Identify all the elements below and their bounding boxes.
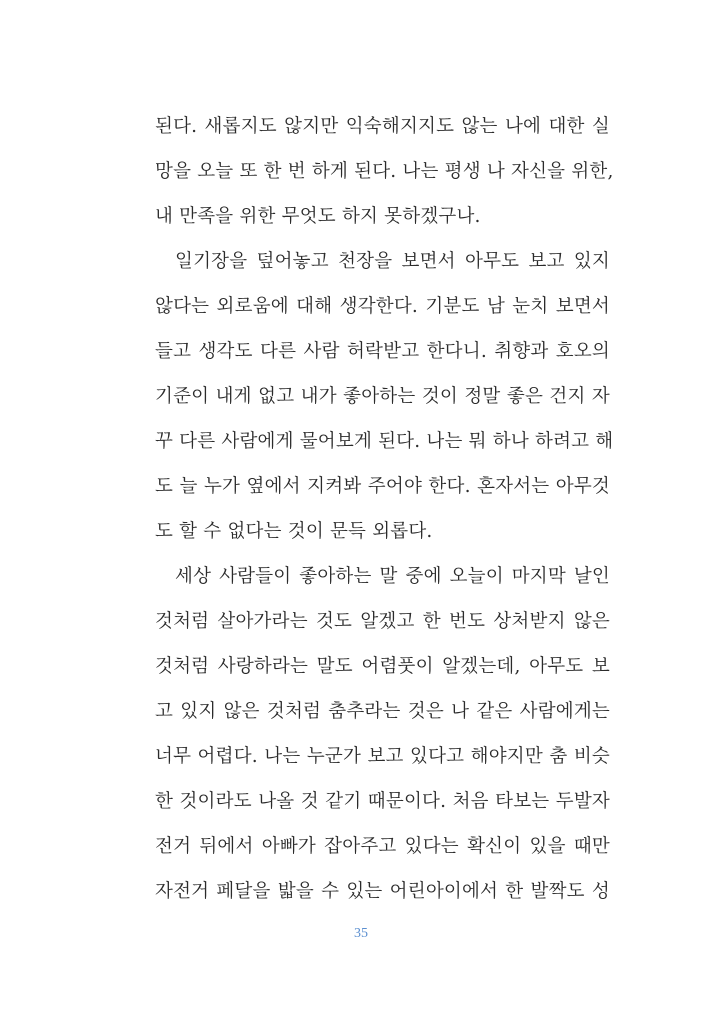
text-line: 자전거 페달을 밟을 수 있는 어린아이에서 한 발짝도 성 xyxy=(155,881,610,902)
text-line: 고 있지 않은 것처럼 춤추라는 것은 나 같은 사람에게는 xyxy=(155,701,610,722)
body-text xyxy=(155,104,614,914)
text-line: 꾸 다른 사람에게 물어보게 된다. 나는 뭐 하나 하려고 해 xyxy=(155,431,614,452)
text-line: 된다. 새롭지도 않지만 익숙해지지도 않는 나에 대한 실 xyxy=(155,116,610,137)
text-line: 것처럼 살아가라는 것도 알겠고 한 번도 상처받지 않은 xyxy=(155,611,610,632)
text-line: 도 할 수 없다는 것이 문득 외롭다. xyxy=(155,521,433,542)
text-line: 도 늘 누가 옆에서 지켜봐 주어야 한다. 혼자서는 아무것 xyxy=(155,476,610,497)
text-line: 기준이 내게 없고 내가 좋아하는 것이 정말 좋은 건지 자 xyxy=(155,386,610,407)
text-line: 않다는 외로움에 대해 생각한다. 기분도 남 눈치 보면서 xyxy=(155,296,610,317)
text-line: 것처럼 사랑하라는 말도 어렴풋이 알겠는데, 아무도 보 xyxy=(155,656,610,677)
text-line: 한 것이라도 나올 것 같기 때문이다. 처음 타보는 두발자 xyxy=(155,791,610,812)
text-line: 내 만족을 위한 무엇도 하지 못하겠구나. xyxy=(155,206,481,227)
text-line: 일기장을 덮어놓고 천장을 보면서 아무도 보고 있지 xyxy=(175,251,610,272)
text-line: 망을 오늘 또 한 번 하게 된다. 나는 평생 나 자신을 위한, xyxy=(155,161,614,182)
page-number: 35 xyxy=(354,926,368,941)
text-line: 들고 생각도 다른 사람 허락받고 한다니. 취향과 호오의 xyxy=(155,341,610,362)
text-line: 너무 어렵다. 나는 누군가 보고 있다고 해야지만 춤 비슷 xyxy=(155,746,610,767)
text-line: 세상 사람들이 좋아하는 말 중에 오늘이 마지막 날인 xyxy=(175,566,610,587)
text-line: 전거 뒤에서 아빠가 잡아주고 있다는 확신이 있을 때만 xyxy=(155,836,610,857)
